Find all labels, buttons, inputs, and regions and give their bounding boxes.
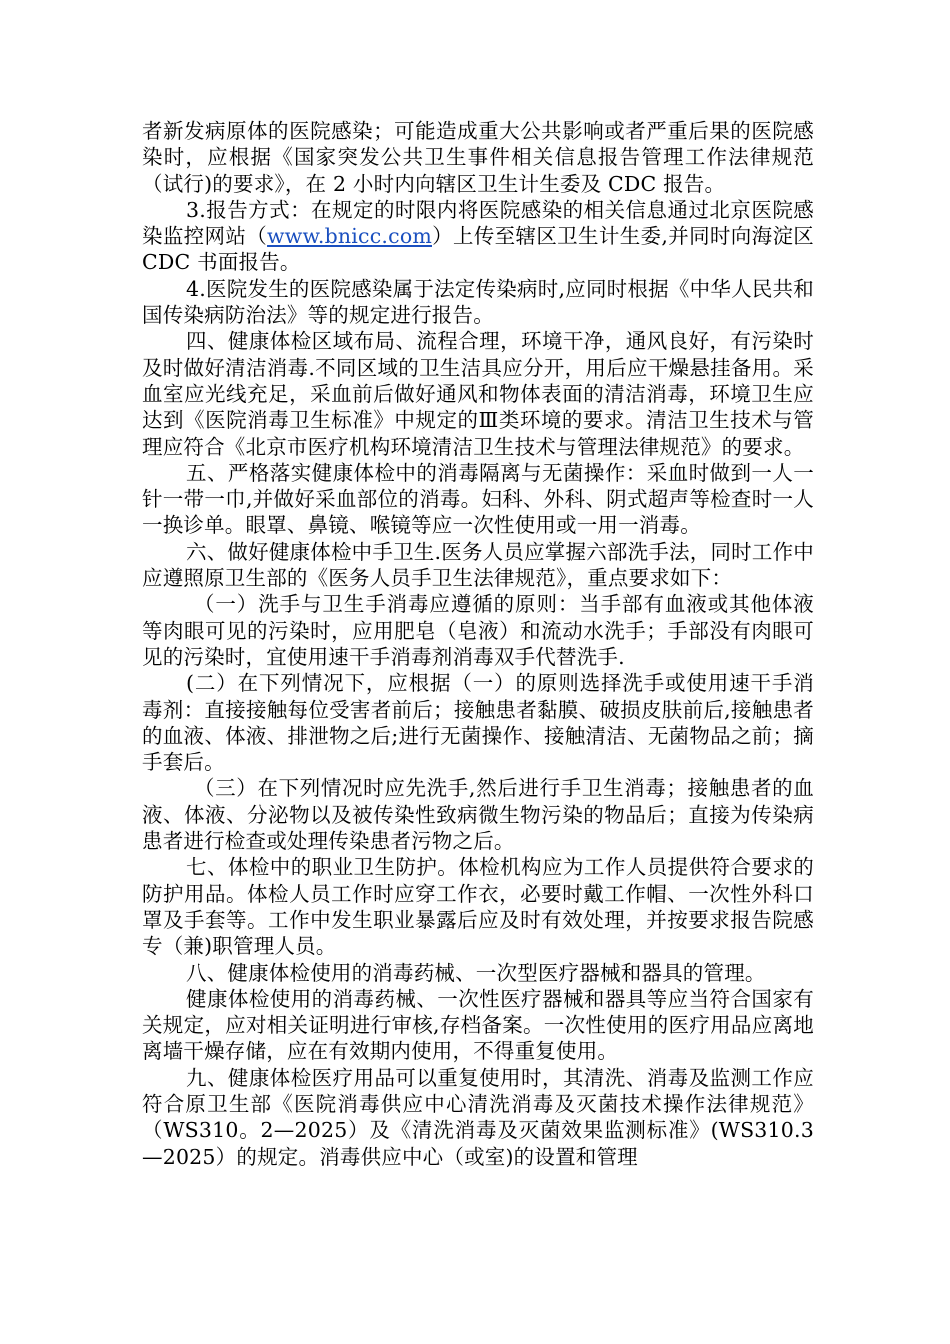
paragraph-text: 3.报告方式：在规定的时限内将医院感染的相关信息通过北京医院感染监控网站（	[142, 197, 814, 249]
paragraph-report-method	[142, 197, 814, 276]
paragraph-text: 五、严格落实健康体检中的消毒隔离与无菌操作：采血时做到一人一针一带一巾,并做好采血部位的消毒。妇科、外科、阴式超声等检查时一人一换诊单。眼罩、鼻镜、喉镜等应一次性使用或一用一消毒。	[142, 460, 814, 538]
paragraph-text: 健康体检使用的消毒药械、一次性医疗器械和器具等应当符合国家有关规定，应对相关证明进行审核,存档备案。一次性使用的医疗用品应离地离墙干燥存储，应在有效期内使用，不得重复使用。	[142, 986, 814, 1064]
document-page	[142, 118, 814, 1170]
paragraph-text: ）上传至辖区卫生计生委,并同时向海淀区 CDC 书面报告。	[142, 224, 814, 275]
paragraph-text: (二）在下列情况下，应根据（一）的原则选择洗手或使用速干手消毒剂：直接接触每位受害者前后；接触患者黏膜、破损皮肤前后,接触患者的血液、体液、排泄物之后;进行无菌操作、接触清洁、无菌物品之前；摘手套后。	[142, 671, 814, 775]
paragraph-section-7-occupational	[142, 854, 814, 959]
paragraph-section-8-body	[142, 986, 814, 1065]
paragraph-section-9-reuse	[142, 1065, 814, 1170]
paragraph-text: 九、健康体检医疗用品可以重复使用时，其清洗、消毒及监测工作应符合原卫生部《医院消毒供应中心清洗消毒及灭菌技术操作法律规范》（WS310。2—2025）及《清洗消毒及灭菌效果监测标准》(WS310.3—2025）的规定。消毒供应中心（或室)的设置和管理	[142, 1065, 814, 1169]
paragraph-section-6-hand-hygiene	[142, 539, 814, 592]
paragraph-section-5-aseptic	[142, 460, 814, 539]
paragraph-text: （一）洗手与卫生手消毒应遵循的原则：当手部有血液或其他体液等肉眼可见的污染时，应用肥皂（皂液）和流动水洗手；手部没有肉眼可见的污染时，宜使用速干手消毒剂消毒双手代替洗手.	[142, 592, 814, 669]
paragraph-text: 者新发病原体的医院感染；可能造成重大公共影响或者严重后果的医院感染时，应根据《国家突发公共卫生事件相关信息报告管理工作法律规范（试行)的要求》，在 2 小时内向辖区卫生计生委及 CDC 报告。	[142, 119, 814, 196]
paragraph-text: （三）在下列情况时应先洗手,然后进行手卫生消毒；接触患者的血液、体液、分泌物以及被传染性致病微生物污染的物品后；直接为传染病患者进行检查或处理传染患者污物之后。	[142, 776, 814, 854]
paragraph-item-3	[142, 775, 814, 854]
paragraph-item-2	[142, 670, 814, 775]
paragraph-item-1	[142, 591, 814, 670]
paragraph-text: 四、健康体检区域布局、流程合理，环境干净，通风良好，有污染时及时做好清洁消毒.不同区域的卫生洁具应分开，用后应干燥悬挂备用。采血室应光线充足，采血前后做好通风和物体表面的清洁消毒，环境卫生应达到《医院消毒卫生标准》中规定的Ⅲ类环境的要求。清洁卫生技术与管理应符合《北京市医疗机构环境清洁卫生技术与管理法律规范》的要求。	[142, 329, 814, 459]
paragraph-hospital-infection-report	[142, 118, 814, 197]
paragraph-text: 八、健康体检使用的消毒药械、一次型医疗器械和器具的管理。	[186, 960, 766, 985]
paragraph-text: 七、体检中的职业卫生防护。体检机构应为工作人员提供符合要求的防护用品。体检人员工作时应穿工作衣，必要时戴工作帽、一次性外科口罩及手套等。工作中发生职业暴露后应及时有效处理，并按要求报告院感专（兼)职管理人员。	[142, 855, 814, 959]
website-link[interactable]: www.bnicc.com	[267, 224, 432, 249]
paragraph-section-8-heading	[142, 960, 814, 986]
paragraph-text: 六、做好健康体检中手卫生.医务人员应掌握六部洗手法，同时工作中应遵照原卫生部的《医务人员手卫生法律规范》，重点要求如下：	[142, 539, 814, 591]
paragraph-section-4-layout	[142, 328, 814, 459]
paragraph-text: 4.医院发生的医院感染属于法定传染病时,应同时根据《中华人民共和国传染病防治法》等的规定进行报告。	[142, 276, 814, 328]
paragraph-notifiable-disease	[142, 276, 814, 329]
